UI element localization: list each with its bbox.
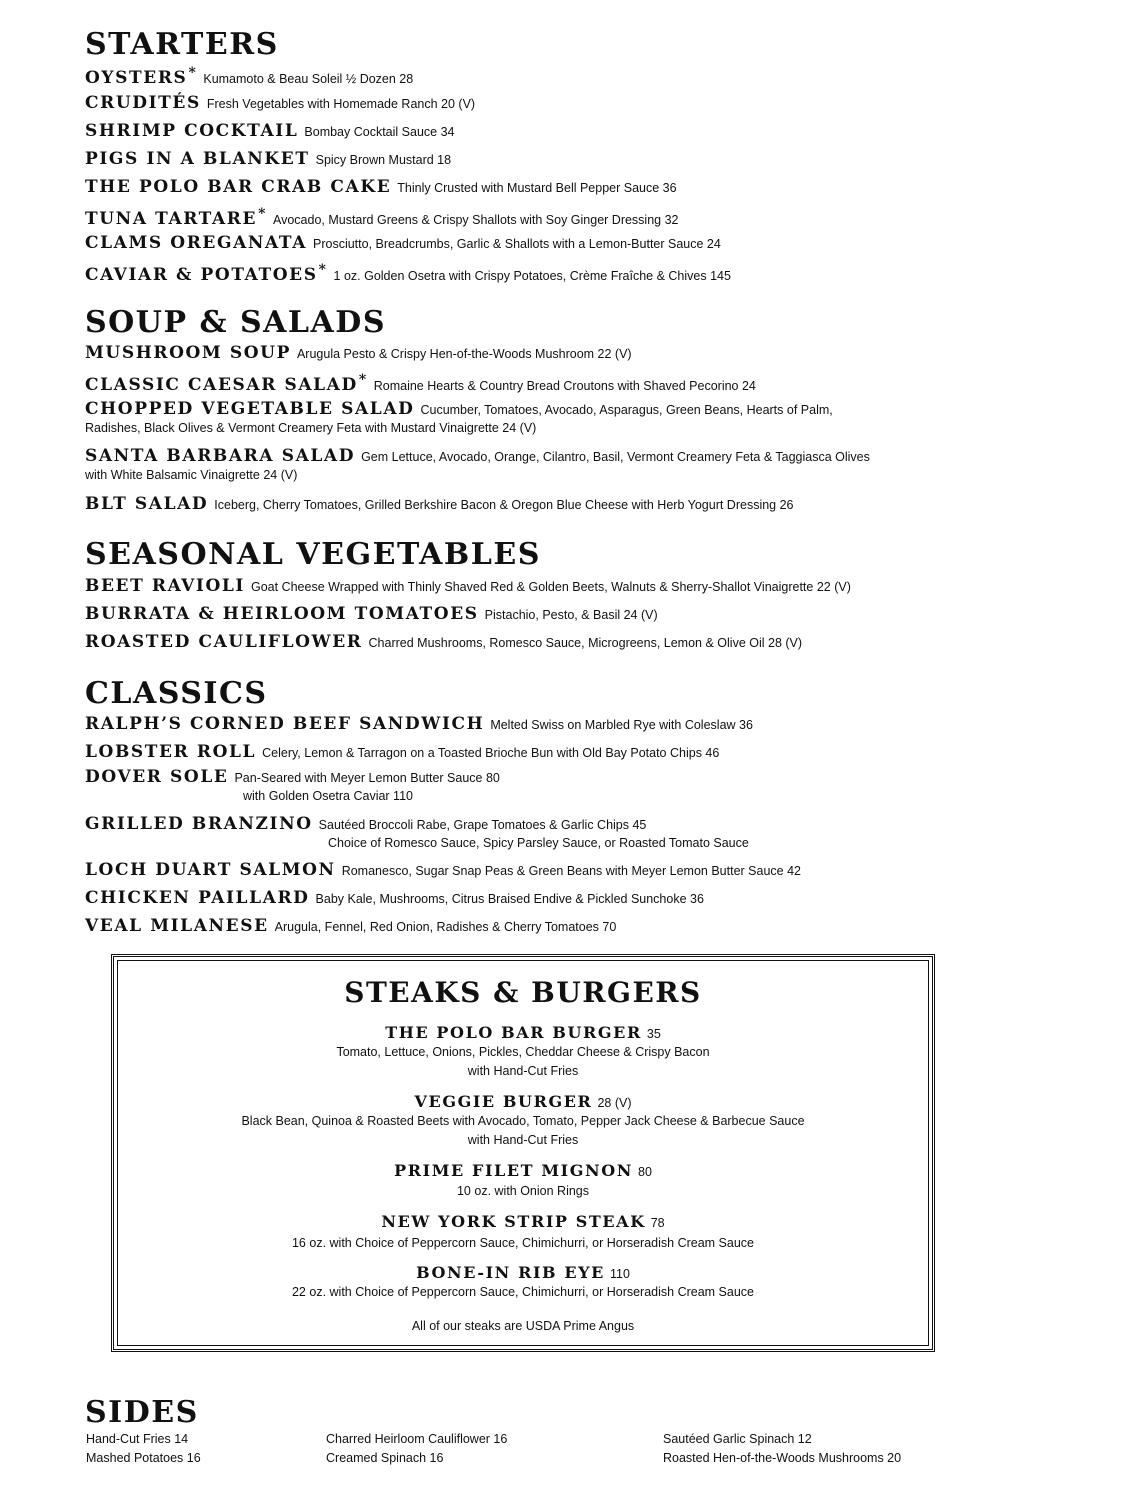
section-title-steaks-burgers: STEAKS & BURGERS — [344, 976, 702, 1009]
steak-item-name-row — [114, 1025, 932, 1042]
item-name: SANTA BARBARA SALAD — [85, 446, 356, 466]
side-item: Hand-Cut Fries 14 — [86, 1432, 189, 1446]
item-name: ROASTED CAULIFLOWER — [85, 632, 363, 652]
item-name: OYSTERS — [85, 68, 188, 88]
menu-item — [85, 235, 721, 252]
item-description: 22 oz. with Choice of Peppercorn Sauce, Chimichurri, or Horseradish Cream Sauce — [291, 1285, 754, 1299]
item-name: PRIME FILET MIGNON — [394, 1161, 633, 1180]
item-price: 110 — [609, 1267, 630, 1281]
item-name: VEAL MILANESE — [85, 916, 269, 936]
raw-warning-asterisk: * — [318, 262, 328, 278]
raw-warning-asterisk: * — [188, 65, 198, 81]
menu-item — [85, 373, 756, 394]
menu-item — [85, 862, 801, 879]
section-title-classics: CLASSICS — [85, 676, 268, 711]
side-item: Mashed Potatoes 16 — [86, 1451, 201, 1465]
item-description: Baby Kale, Mushrooms, Citrus Braised Endive & Pickled Sunchoke 36 — [315, 892, 704, 906]
item-description: Goat Cheese Wrapped with Thinly Shaved Red & Golden Beets, Walnuts & Sherry-Shallot Vinaigrette 22 (V) — [251, 580, 851, 594]
side-item: Roasted Hen-of-the-Woods Mushrooms 20 — [663, 1451, 902, 1465]
item-description: Sautéed Broccoli Rabe, Grape Tomatoes & Garlic Chips 45 — [318, 818, 647, 832]
item-description-continued: Radishes, Black Olives & Vermont Creamery Feta with Mustard Vinaigrette 24 (V) — [85, 421, 537, 435]
item-description: Black Bean, Quinoa & Roasted Beets with Avocado, Tomato, Pepper Jack Cheese & Barbecue Sauce — [241, 1114, 805, 1128]
item-description: Pistachio, Pesto, & Basil 24 (V) — [484, 608, 658, 622]
menu-item — [85, 207, 679, 228]
item-description-continued: Choice of Romesco Sauce, Spicy Parsley Sauce, or Roasted Tomato Sauce — [328, 836, 749, 850]
menu-item — [85, 606, 658, 623]
item-price: 78 — [650, 1216, 665, 1230]
item-description: Pan-Seared with Meyer Lemon Butter Sauce 80 — [234, 771, 500, 785]
menu-item — [85, 401, 833, 418]
menu-item — [85, 918, 616, 935]
raw-warning-asterisk: * — [358, 372, 368, 388]
item-name: DOVER SOLE — [85, 767, 229, 787]
item-price: 28 (V) — [597, 1096, 632, 1110]
item-description: Kumamoto & Beau Soleil ½ Dozen 28 — [203, 72, 414, 86]
item-name: RALPH’S CORNED BEEF SANDWICH — [85, 714, 485, 734]
side-item: Creamed Spinach 16 — [326, 1451, 444, 1465]
item-description: Spicy Brown Mustard 18 — [315, 153, 452, 167]
item-description: with Hand-Cut Fries — [467, 1133, 579, 1147]
menu-item — [85, 634, 802, 651]
section-title-seasonal-vegetables: SEASONAL VEGETABLES — [85, 537, 541, 572]
menu-item — [85, 263, 731, 284]
menu-item — [85, 716, 753, 733]
item-name: TUNA TARTARE — [85, 209, 258, 229]
item-description: Iceberg, Cherry Tomatoes, Grilled Berkshire Bacon & Oregon Blue Cheese with Herb Yogurt Dressing 26 — [214, 498, 794, 512]
item-description: Arugula, Fennel, Red Onion, Radishes & Cherry Tomatoes 70 — [274, 920, 617, 934]
section-title-starters: STARTERS — [85, 27, 279, 62]
menu-item — [85, 95, 475, 112]
item-name: CAVIAR & POTATOES — [85, 265, 318, 285]
steak-item-name-row — [114, 1214, 932, 1231]
menu-item — [85, 769, 500, 786]
item-name: CHOPPED VEGETABLE SALAD — [85, 399, 415, 419]
side-item: Charred Heirloom Cauliflower 16 — [326, 1432, 508, 1446]
item-name: CRUDITÉS — [85, 93, 201, 113]
item-name: BEET RAVIOLI — [85, 576, 245, 596]
item-description: Thinly Crusted with Mustard Bell Pepper Sauce 36 — [397, 181, 677, 195]
item-name: CLASSIC CAESAR SALAD — [85, 375, 358, 395]
item-description: Gem Lettuce, Avocado, Orange, Cilantro, Basil, Vermont Creamery Feta & Taggiasca Olives — [361, 450, 870, 464]
item-price: 80 — [638, 1165, 652, 1179]
item-description: Celery, Lemon & Tarragon on a Toasted Brioche Bun with Old Bay Potato Chips 46 — [262, 746, 720, 760]
item-description: Prosciutto, Breadcrumbs, Garlic & Shallots with a Lemon-Butter Sauce 24 — [313, 237, 721, 251]
item-description: with Hand-Cut Fries — [467, 1064, 579, 1078]
steak-item-name-row — [114, 1094, 932, 1111]
item-name: GRILLED BRANZINO — [85, 814, 313, 834]
item-description: 16 oz. with Choice of Peppercorn Sauce, Chimichurri, or Horseradish Cream Sauce — [291, 1236, 754, 1250]
section-title-soup-salads: SOUP & SALADS — [85, 305, 386, 340]
item-name: CHICKEN PAILLARD — [85, 888, 310, 908]
item-description: 10 oz. with Onion Rings — [456, 1184, 589, 1198]
item-name: BURRATA & HEIRLOOM TOMATOES — [85, 604, 479, 624]
steak-item-name-row — [114, 1163, 932, 1180]
item-name: SHRIMP COCKTAIL — [85, 121, 299, 141]
item-description: Romanesco, Sugar Snap Peas & Green Beans with Meyer Lemon Butter Sauce 42 — [341, 864, 801, 878]
item-description: Tomato, Lettuce, Onions, Pickles, Cheddar Cheese & Crispy Bacon — [336, 1045, 710, 1059]
item-name: LOBSTER ROLL — [85, 742, 257, 762]
item-description-continued: with White Balsamic Vinaigrette 24 (V) — [85, 468, 298, 482]
steaks-note: All of our steaks are USDA Prime Angus — [411, 1319, 635, 1333]
menu-item — [85, 890, 704, 907]
item-name: CLAMS OREGANATA — [85, 233, 307, 253]
steaks-burgers-box — [111, 954, 935, 1352]
menu-item — [85, 179, 677, 196]
item-description: Melted Swiss on Marbled Rye with Coleslaw 36 — [490, 718, 753, 732]
menu-item — [85, 123, 455, 140]
item-name: BLT SALAD — [85, 494, 209, 514]
menu-item — [85, 345, 632, 362]
section-title-sides: SIDES — [85, 1395, 199, 1430]
item-name: NEW YORK STRIP STEAK — [381, 1212, 646, 1231]
item-name: THE POLO BAR CRAB CAKE — [85, 177, 392, 197]
item-description: Avocado, Mustard Greens & Crispy Shallots with Soy Ginger Dressing 32 — [272, 213, 679, 227]
menu-item — [85, 744, 719, 761]
menu-item — [85, 578, 851, 595]
item-name: PIGS IN A BLANKET — [85, 149, 310, 169]
menu-item — [85, 151, 451, 168]
item-name: LOCH DUART SALMON — [85, 860, 336, 880]
item-description: 1 oz. Golden Osetra with Crispy Potatoes, Crème Fraîche & Chives 145 — [333, 269, 731, 283]
item-description: Fresh Vegetables with Homemade Ranch 20 (V) — [206, 97, 476, 111]
item-description: Arugula Pesto & Crispy Hen-of-the-Woods Mushroom 22 (V) — [296, 347, 632, 361]
item-name: VEGGIE BURGER — [414, 1092, 593, 1111]
steak-item-name-row — [114, 1265, 932, 1282]
menu-item — [85, 448, 870, 465]
item-description: Charred Mushrooms, Romesco Sauce, Microgreens, Lemon & Olive Oil 28 (V) — [368, 636, 803, 650]
side-item: Sautéed Garlic Spinach 12 — [663, 1432, 812, 1446]
item-name: BONE-IN RIB EYE — [416, 1263, 605, 1282]
item-description: Bombay Cocktail Sauce 34 — [304, 125, 455, 139]
item-name: MUSHROOM SOUP — [85, 343, 291, 363]
menu-item — [85, 496, 794, 513]
item-name: THE POLO BAR BURGER — [385, 1023, 642, 1042]
menu-item — [85, 816, 646, 833]
raw-warning-asterisk: * — [258, 206, 267, 222]
item-description-continued: with Golden Osetra Caviar 110 — [243, 789, 413, 803]
menu-item — [85, 66, 413, 87]
item-description: Romaine Hearts & Country Bread Croutons with Shaved Pecorino 24 — [373, 379, 756, 393]
item-price: 35 — [646, 1027, 661, 1041]
item-description: Cucumber, Tomatoes, Avocado, Asparagus, Green Beans, Hearts of Palm, — [420, 403, 833, 417]
